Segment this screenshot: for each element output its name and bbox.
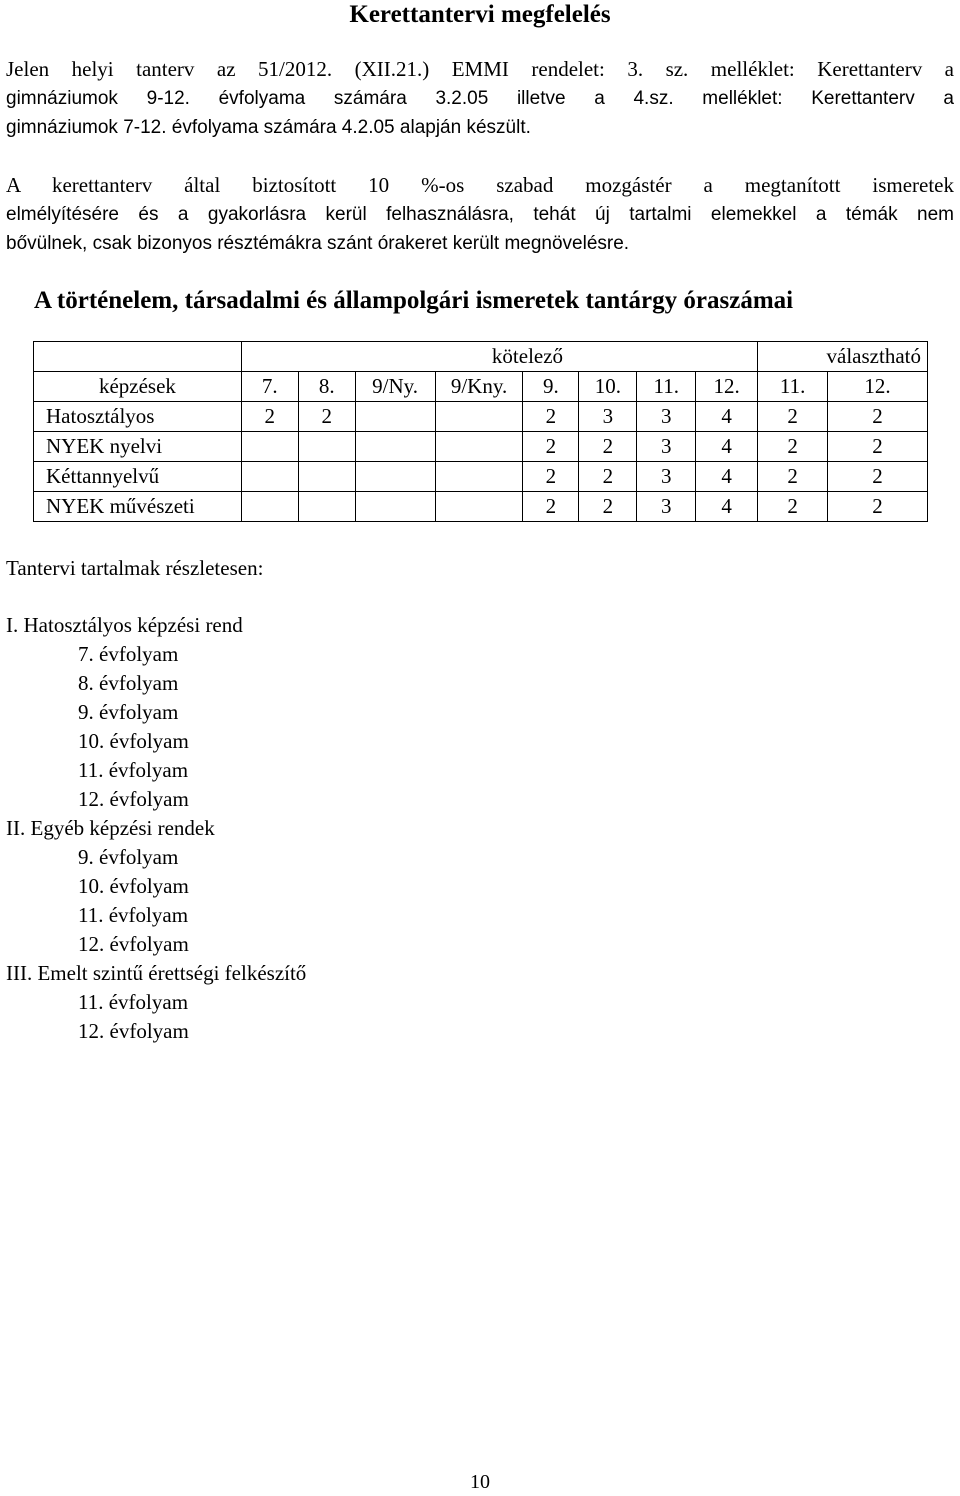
column-header: 9/Kny. xyxy=(435,372,523,402)
table-cell: 4 xyxy=(696,402,758,432)
body-line: elmélyítésére és a gyakorlásra kerül felhasználásra, tehát új tartalmi elemekkel a témák nem xyxy=(6,204,954,225)
outline-item: 11. évfolyam xyxy=(78,758,189,782)
column-header: 9. xyxy=(523,372,579,402)
table-cell: 2 xyxy=(579,432,637,462)
table-cell: 2 xyxy=(758,462,828,492)
table-cell: 2 xyxy=(579,462,637,492)
outline-item: 10. évfolyam xyxy=(78,874,189,898)
table-cell: 3 xyxy=(637,402,696,432)
row-label: Kéttannyelvű xyxy=(34,462,242,492)
column-header: 9/Ny. xyxy=(355,372,435,402)
table-cell xyxy=(435,462,523,492)
table-cell xyxy=(34,342,242,372)
outline-item: 11. évfolyam xyxy=(78,903,189,927)
table-cell: 3 xyxy=(579,402,637,432)
details-title: Tantervi tartalmak részletesen: xyxy=(6,556,264,580)
outline-item: 12. évfolyam xyxy=(78,1019,189,1043)
row-label: Hatosztályos xyxy=(34,402,242,432)
table-cell: 2 xyxy=(523,462,579,492)
table-cell: 4 xyxy=(696,432,758,462)
table-cell xyxy=(355,462,435,492)
table-cell xyxy=(355,402,435,432)
table-row xyxy=(34,492,928,522)
outline-item: 10. évfolyam xyxy=(78,729,189,753)
table-cell: 2 xyxy=(758,402,828,432)
table-cell xyxy=(355,432,435,462)
table-cell xyxy=(435,492,523,522)
section-title: A történelem, társadalmi és állampolgári ismeretek tantárgy óraszámai xyxy=(34,287,794,314)
table-cell: 2 xyxy=(523,492,579,522)
table-row xyxy=(34,402,928,432)
intro-line: Jelen helyi tanterv az 51/2012. (XII.21.) EMMI rendelet: 3. sz. melléklet: Kerettanterv a xyxy=(6,57,954,81)
group-optional-label: választható xyxy=(758,342,928,372)
table-cell: 2 xyxy=(758,492,828,522)
table-cell: 3 xyxy=(637,432,696,462)
table-cell xyxy=(298,492,355,522)
page-number: 10 xyxy=(470,1471,490,1493)
table-cell xyxy=(241,492,298,522)
group-required-label: kötelező xyxy=(241,342,757,372)
column-header: 10. xyxy=(579,372,637,402)
outline-section-title: III. Emelt szintű érettségi felkészítő xyxy=(6,961,307,985)
table-cell xyxy=(241,432,298,462)
column-header: 8. xyxy=(298,372,355,402)
body-line: A kerettanterv által biztosított 10 %-os szabad mozgástér a megtanított ismeretek xyxy=(6,173,954,197)
intro-paragraph xyxy=(6,55,954,142)
table-cell: 4 xyxy=(696,492,758,522)
table-cell xyxy=(355,492,435,522)
outline-item: 7. évfolyam xyxy=(78,642,179,666)
table-cell: 2 xyxy=(828,432,928,462)
row-label: NYEK nyelvi xyxy=(34,432,242,462)
outline-item: 12. évfolyam xyxy=(78,932,189,956)
table-cell xyxy=(435,402,523,432)
hours-table xyxy=(33,341,928,522)
outline-item: 8. évfolyam xyxy=(78,671,179,695)
intro-line: gimnáziumok 7-12. évfolyama számára 4.2.05 alapján készült. xyxy=(6,117,531,138)
table-cell: 2 xyxy=(523,432,579,462)
table-cell: 3 xyxy=(637,462,696,492)
table-row xyxy=(34,462,928,492)
table-cell: 2 xyxy=(828,492,928,522)
outline-item: 9. évfolyam xyxy=(78,700,179,724)
intro-line: gimnáziumok 9-12. évfolyama számára 3.2.05 illetve a 4.sz. melléklet: Kerettanterv a xyxy=(6,88,954,109)
page-title: Kerettantervi megfelelés xyxy=(349,1,611,28)
outline-section-title: I. Hatosztályos képzési rend xyxy=(6,613,243,637)
table-cell: 2 xyxy=(579,492,637,522)
table-cell: 2 xyxy=(758,432,828,462)
column-header: képzések xyxy=(34,372,242,402)
table-row xyxy=(34,432,928,462)
table-cell: 2 xyxy=(828,402,928,432)
outline-item: 9. évfolyam xyxy=(78,845,179,869)
content-outline xyxy=(6,611,306,1046)
table-cell: 4 xyxy=(696,462,758,492)
table-cell xyxy=(298,432,355,462)
row-label: NYEK művészeti xyxy=(34,492,242,522)
outline-item: 11. évfolyam xyxy=(78,990,189,1014)
table-cell xyxy=(298,462,355,492)
table-group-header-row xyxy=(34,342,928,372)
table-cell: 2 xyxy=(298,402,355,432)
column-header: 11. xyxy=(637,372,696,402)
body-line: bővülnek, csak bizonyos résztémákra szánt órakeret került megnövelésre. xyxy=(6,233,630,254)
outline-item: 12. évfolyam xyxy=(78,787,189,811)
table-cell: 3 xyxy=(637,492,696,522)
table-cell xyxy=(435,432,523,462)
column-header: 7. xyxy=(241,372,298,402)
column-header: 12. xyxy=(828,372,928,402)
body-paragraph xyxy=(6,171,954,258)
table-cell xyxy=(241,462,298,492)
column-header: 11. xyxy=(758,372,828,402)
table-cell: 2 xyxy=(241,402,298,432)
table-cell: 2 xyxy=(828,462,928,492)
table-header-row xyxy=(34,372,928,402)
table-cell: 2 xyxy=(523,402,579,432)
outline-section-title: II. Egyéb képzési rendek xyxy=(6,816,215,840)
column-header: 12. xyxy=(696,372,758,402)
